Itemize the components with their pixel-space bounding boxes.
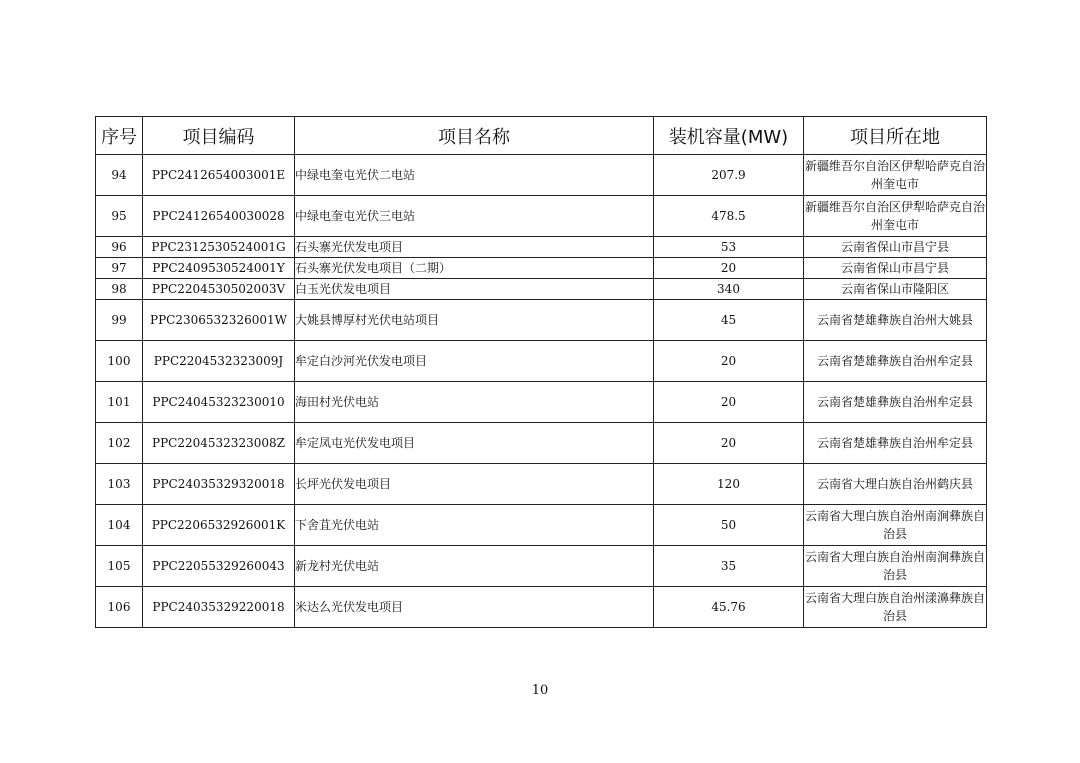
cell-location: 云南省楚雄彝族自治州牟定县 xyxy=(804,382,987,423)
cell-capacity: 20 xyxy=(654,382,804,423)
cell-capacity: 20 xyxy=(654,341,804,382)
cell-location: 新疆维吾尔自治区伊犁哈萨克自治州奎屯市 xyxy=(804,196,987,237)
table-row xyxy=(96,382,987,423)
cell-capacity: 53 xyxy=(654,237,804,258)
project-table xyxy=(95,116,987,628)
cell-location: 云南省大理白族自治州鹤庆县 xyxy=(804,464,987,505)
cell-capacity: 35 xyxy=(654,546,804,587)
cell-project-code: PPC24035329320018 xyxy=(143,464,295,505)
cell-location: 云南省大理白族自治州南涧彝族自治县 xyxy=(804,505,987,546)
cell-location: 云南省保山市昌宁县 xyxy=(804,237,987,258)
cell-serial-number: 94 xyxy=(96,155,143,196)
cell-capacity: 340 xyxy=(654,279,804,300)
cell-location: 云南省大理白族自治州南涧彝族自治县 xyxy=(804,546,987,587)
cell-project-code: PPC2204532323009J xyxy=(143,341,295,382)
cell-project-code: PPC2206532926001K xyxy=(143,505,295,546)
cell-serial-number: 104 xyxy=(96,505,143,546)
cell-project-code: PPC2204532323008Z xyxy=(143,423,295,464)
cell-serial-number: 97 xyxy=(96,258,143,279)
header-capacity: 装机容量(MW) xyxy=(654,117,804,155)
header-project-name: 项目名称 xyxy=(295,117,654,155)
cell-serial-number: 101 xyxy=(96,382,143,423)
cell-location: 云南省大理白族自治州漾濞彝族自治县 xyxy=(804,587,987,628)
cell-project-name: 中绿电奎屯光伏三电站 xyxy=(295,196,654,237)
header-project-code: 项目编码 xyxy=(143,117,295,155)
cell-project-name: 米达么光伏发电项目 xyxy=(295,587,654,628)
table-row xyxy=(96,464,987,505)
cell-project-name: 牟定白沙河光伏发电项目 xyxy=(295,341,654,382)
header-location: 项目所在地 xyxy=(804,117,987,155)
cell-project-name: 新龙村光伏电站 xyxy=(295,546,654,587)
table-row xyxy=(96,300,987,341)
header-serial-number: 序号 xyxy=(96,117,143,155)
cell-project-name: 下舍苴光伏电站 xyxy=(295,505,654,546)
cell-serial-number: 99 xyxy=(96,300,143,341)
cell-location: 云南省楚雄彝族自治州牟定县 xyxy=(804,341,987,382)
cell-capacity: 478.5 xyxy=(654,196,804,237)
cell-project-name: 白玉光伏发电项目 xyxy=(295,279,654,300)
table-row xyxy=(96,155,987,196)
cell-location: 云南省保山市隆阳区 xyxy=(804,279,987,300)
cell-project-code: PPC2409530524001Y xyxy=(143,258,295,279)
cell-project-code: PPC24035329220018 xyxy=(143,587,295,628)
cell-location: 云南省楚雄彝族自治州大姚县 xyxy=(804,300,987,341)
cell-capacity: 207.9 xyxy=(654,155,804,196)
cell-project-name: 海田村光伏电站 xyxy=(295,382,654,423)
table-row xyxy=(96,196,987,237)
table-row xyxy=(96,423,987,464)
cell-project-code: PPC2312530524001G xyxy=(143,237,295,258)
table-row xyxy=(96,505,987,546)
cell-capacity: 45.76 xyxy=(654,587,804,628)
cell-serial-number: 106 xyxy=(96,587,143,628)
cell-location: 新疆维吾尔自治区伊犁哈萨克自治州奎屯市 xyxy=(804,155,987,196)
cell-location: 云南省保山市昌宁县 xyxy=(804,258,987,279)
cell-project-name: 长坪光伏发电项目 xyxy=(295,464,654,505)
table-row xyxy=(96,546,987,587)
cell-project-name: 中绿电奎屯光伏二电站 xyxy=(295,155,654,196)
cell-serial-number: 102 xyxy=(96,423,143,464)
cell-capacity: 20 xyxy=(654,423,804,464)
cell-serial-number: 95 xyxy=(96,196,143,237)
cell-project-code: PPC2412654003001E xyxy=(143,155,295,196)
cell-capacity: 50 xyxy=(654,505,804,546)
cell-project-name: 石头寨光伏发电项目 xyxy=(295,237,654,258)
cell-serial-number: 96 xyxy=(96,237,143,258)
page-number: 10 xyxy=(531,683,549,698)
table-row xyxy=(96,279,987,300)
cell-project-code: PPC24045323230010 xyxy=(143,382,295,423)
table-header-row xyxy=(96,117,987,155)
cell-serial-number: 100 xyxy=(96,341,143,382)
table-row xyxy=(96,587,987,628)
table-row xyxy=(96,237,987,258)
cell-capacity: 20 xyxy=(654,258,804,279)
table-row xyxy=(96,258,987,279)
cell-project-code: PPC2204530502003V xyxy=(143,279,295,300)
cell-capacity: 45 xyxy=(654,300,804,341)
cell-project-name: 大姚县博厚村光伏电站项目 xyxy=(295,300,654,341)
cell-project-code: PPC22055329260043 xyxy=(143,546,295,587)
cell-project-code: PPC2306532326001W xyxy=(143,300,295,341)
cell-project-name: 牟定凤屯光伏发电项目 xyxy=(295,423,654,464)
cell-location: 云南省楚雄彝族自治州牟定县 xyxy=(804,423,987,464)
table-row xyxy=(96,341,987,382)
cell-project-name: 石头寨光伏发电项目（二期） xyxy=(295,258,654,279)
cell-capacity: 120 xyxy=(654,464,804,505)
cell-project-code: PPC24126540030028 xyxy=(143,196,295,237)
cell-serial-number: 103 xyxy=(96,464,143,505)
cell-serial-number: 98 xyxy=(96,279,143,300)
cell-serial-number: 105 xyxy=(96,546,143,587)
